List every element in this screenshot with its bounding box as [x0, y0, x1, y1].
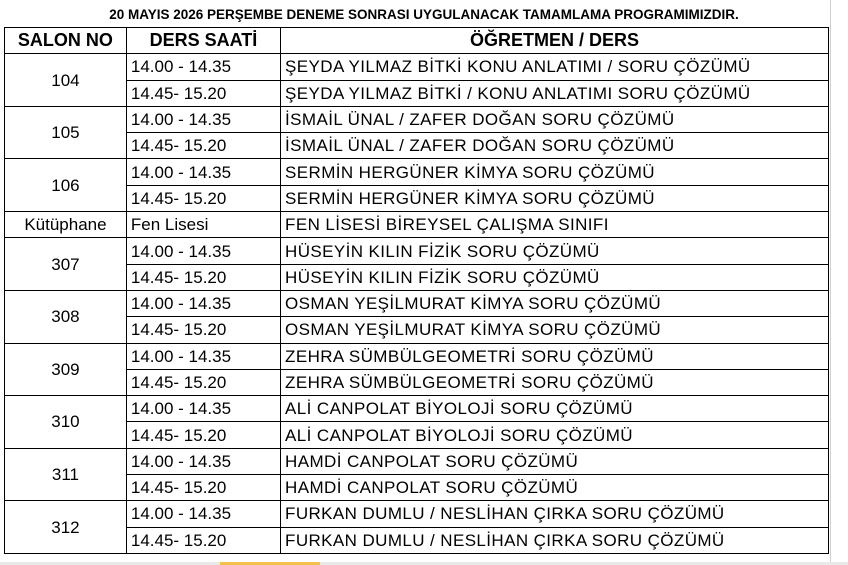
saat-cell[interactable]: 14.00 - 14.35 — [126, 159, 280, 185]
ogretmen-cell[interactable]: HAMDİ CANPOLAT SORU ÇÖZÜMÜ — [281, 448, 829, 474]
table-row — [5, 422, 829, 448]
table-row — [5, 264, 829, 290]
saat-cell[interactable]: Fen Lisesi — [126, 212, 280, 238]
ogretmen-cell[interactable]: SERMİN HERGÜNER KİMYA SORU ÇÖZÜMÜ — [281, 159, 829, 185]
salon-cell[interactable]: 308 — [5, 290, 127, 343]
saat-cell[interactable]: 14.45- 15.20 — [126, 80, 280, 106]
salon-cell[interactable]: 310 — [5, 396, 127, 449]
salon-cell[interactable]: 309 — [5, 343, 127, 396]
saat-cell[interactable]: 14.00 - 14.35 — [126, 54, 280, 80]
saat-cell[interactable]: 14.00 - 14.35 — [126, 106, 280, 132]
table-row — [5, 501, 829, 527]
table-row — [5, 133, 829, 159]
saat-cell[interactable]: 14.45- 15.20 — [126, 317, 280, 343]
ogretmen-cell[interactable]: ŞEYDA YILMAZ BİTKİ / KONU ANLATIMI SORU ÇÖZÜMÜ — [281, 80, 829, 106]
salon-cell[interactable]: 307 — [5, 238, 127, 291]
saat-cell[interactable]: 14.00 - 14.35 — [126, 396, 280, 422]
table-row — [5, 106, 829, 132]
table-row — [5, 369, 829, 395]
header-ders-saati[interactable]: DERS SAATİ — [126, 28, 280, 54]
table-row — [5, 317, 829, 343]
salon-cell[interactable]: 106 — [5, 159, 127, 212]
saat-cell[interactable]: 14.00 - 14.35 — [126, 238, 280, 264]
table-row — [5, 396, 829, 422]
saat-cell[interactable]: 14.00 - 14.35 — [126, 343, 280, 369]
salon-cell[interactable]: 312 — [5, 501, 127, 554]
salon-cell[interactable]: 104 — [5, 54, 127, 107]
page-title: 20 MAYIS 2026 PERŞEMBE DENEME SONRASI UYGULANACAK TAMAMLAMA PROGRAMIMIZDIR. — [109, 7, 739, 22]
saat-cell[interactable]: 14.45- 15.20 — [126, 475, 280, 501]
saat-cell[interactable]: 14.45- 15.20 — [126, 185, 280, 211]
ogretmen-cell[interactable]: FURKAN DUMLU / NESLİHAN ÇIRKA SORU ÇÖZÜMÜ — [281, 527, 829, 553]
ogretmen-cell[interactable]: ALİ CANPOLAT BİYOLOJİ SORU ÇÖZÜMÜ — [281, 422, 829, 448]
ogretmen-cell[interactable]: İSMAİL ÜNAL / ZAFER DOĞAN SORU ÇÖZÜMÜ — [281, 106, 829, 132]
saat-cell[interactable]: 14.00 - 14.35 — [126, 448, 280, 474]
ogretmen-cell[interactable]: ZEHRA SÜMBÜLGEOMETRİ SORU ÇÖZÜMÜ — [281, 369, 829, 395]
ogretmen-cell[interactable]: OSMAN YEŞİLMURAT KİMYA SORU ÇÖZÜMÜ — [281, 290, 829, 316]
table-row — [5, 212, 829, 238]
saat-cell[interactable]: 14.45- 15.20 — [126, 527, 280, 553]
header-row — [5, 28, 829, 54]
ogretmen-cell[interactable]: ŞEYDA YILMAZ BİTKİ KONU ANLATIMI / SORU ÇÖZÜMÜ — [281, 54, 829, 80]
ogretmen-cell[interactable]: HAMDİ CANPOLAT SORU ÇÖZÜMÜ — [281, 475, 829, 501]
ogretmen-cell[interactable]: FURKAN DUMLU / NESLİHAN ÇIRKA SORU ÇÖZÜMÜ — [281, 501, 829, 527]
ogretmen-cell[interactable]: SERMİN HERGÜNER KİMYA SORU ÇÖZÜMÜ — [281, 185, 829, 211]
saat-cell[interactable]: 14.45- 15.20 — [126, 369, 280, 395]
table-row — [5, 527, 829, 553]
saat-cell[interactable]: 14.45- 15.20 — [126, 264, 280, 290]
ogretmen-cell[interactable]: HÜSEYİN KILIN FİZİK SORU ÇÖZÜMÜ — [281, 238, 829, 264]
header-salon-no[interactable]: SALON NO — [5, 28, 127, 54]
saat-cell[interactable]: 14.45- 15.20 — [126, 133, 280, 159]
table-row — [5, 159, 829, 185]
table-row — [5, 343, 829, 369]
table-row — [5, 54, 829, 80]
saat-cell[interactable]: 14.00 - 14.35 — [126, 290, 280, 316]
ogretmen-cell[interactable]: ZEHRA SÜMBÜLGEOMETRİ SORU ÇÖZÜMÜ — [281, 343, 829, 369]
table-row — [5, 448, 829, 474]
ogretmen-cell[interactable]: FEN LİSESİ BİREYSEL ÇALIŞMA SINIFI — [281, 212, 829, 238]
table-row — [5, 238, 829, 264]
ogretmen-cell[interactable]: ALİ CANPOLAT BİYOLOJİ SORU ÇÖZÜMÜ — [281, 396, 829, 422]
table-row — [5, 185, 829, 211]
salon-cell[interactable]: 311 — [5, 448, 127, 501]
table-row — [5, 290, 829, 316]
saat-cell[interactable]: 14.45- 15.20 — [126, 422, 280, 448]
saat-cell[interactable]: 14.00 - 14.35 — [126, 501, 280, 527]
column-edge — [830, 0, 848, 565]
ogretmen-cell[interactable]: HÜSEYİN KILIN FİZİK SORU ÇÖZÜMÜ — [281, 264, 829, 290]
salon-cell[interactable]: Kütüphane — [5, 212, 127, 238]
salon-cell[interactable]: 105 — [5, 106, 127, 159]
header-ogretmen-ders[interactable]: ÖĞRETMEN / DERS — [281, 28, 829, 54]
table-row — [5, 475, 829, 501]
schedule-table — [4, 27, 829, 554]
ogretmen-cell[interactable]: İSMAİL ÜNAL / ZAFER DOĞAN SORU ÇÖZÜMÜ — [281, 133, 829, 159]
ogretmen-cell[interactable]: OSMAN YEŞİLMURAT KİMYA SORU ÇÖZÜMÜ — [281, 317, 829, 343]
table-row — [5, 80, 829, 106]
